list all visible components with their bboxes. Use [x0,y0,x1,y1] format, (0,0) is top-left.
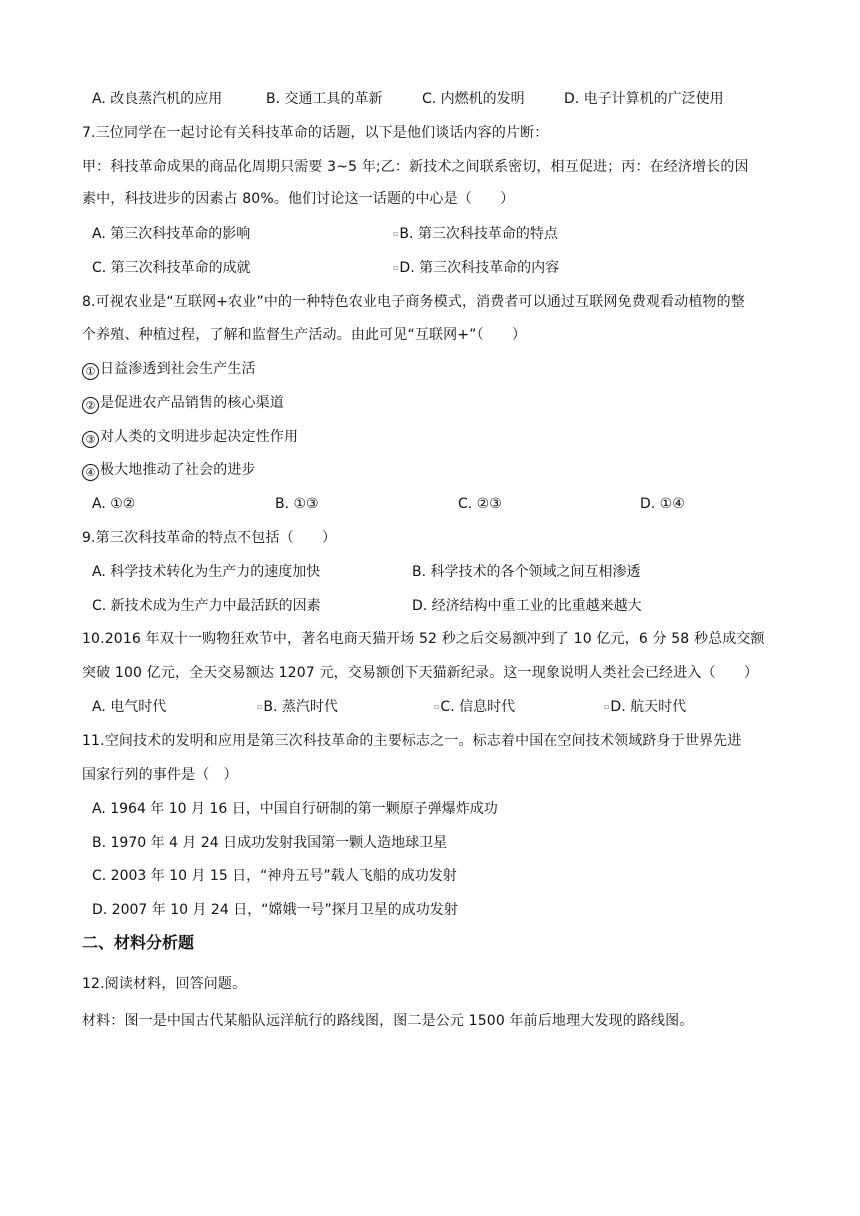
q8-option-b[interactable]: B. ①③ [275,496,319,512]
q7-option-b[interactable] [393,224,558,244]
q7-option-c[interactable]: C. 第三次科技革命的成就 [92,260,251,276]
q11-option-a[interactable]: A. 1964 年 10 月 16 日，中国自行研制的第一颗原子弹爆炸成功 [92,801,498,817]
statement-text: 对人类的文明进步起决定性作用 [100,429,299,445]
q6-option-a[interactable]: A. 改良蒸汽机的应用 [92,91,223,107]
circled-number: ② [82,397,99,414]
q8-stem-line-2: 个养殖、种植过程，了解和监督生产活动。由此可见“互联网+”（ ） [82,327,527,343]
option-marker-icon: ▫ [393,229,399,238]
q11-option-b[interactable]: B. 1970 年 4 月 24 日成功发射我国第一颗人造地球卫星 [92,835,448,851]
q8-statement-3 [82,427,782,448]
q10-stem-line-2: 突破 100 亿元，全天交易额达 1207 元，交易额创下天猫新纪录。这一现象说明人类社会已经进入（ ） [82,665,759,681]
statement-text: 日益渗透到社会生产生活 [100,361,256,377]
q11-stem-line-1: 11.空间技术的发明和应用是第三次科技革命的主要标志之一。标志着中国在空间技术领域跻身于世界先进 [82,733,742,749]
option-marker-icon: ▫ [393,263,399,272]
q10-option-c-text: C. 信息时代 [440,699,516,715]
q10-option-d[interactable] [604,697,686,717]
option-marker-icon: ▫ [604,702,610,711]
q7-option-b-text: B. 第三次科技革命的特点 [399,226,558,242]
q7-option-d[interactable] [393,258,559,278]
q9-stem: 9.第三次科技革命的特点不包括（ ） [82,530,337,546]
q12-stem: 12.阅读材料，回答问题。 [82,976,247,992]
q8-statement-2 [82,393,782,414]
q10-stem-line-1: 10.2016 年双十一购物狂欢节中，著名电商天猫开场 52 秒之后交易额冲到了 10 亿元，6 分 58 秒总成交额 [82,631,765,647]
statement-text: 是促进农产品销售的核心渠道 [100,395,284,411]
q8-stem-line-1: 8.可视农业是“互联网+农业”中的一种特色农业电子商务模式，消费者可以通过互联网免费观看动植物的整 [82,294,745,310]
q8-statement-4 [82,460,782,481]
q6-option-c[interactable]: C. 内燃机的发明 [422,91,525,107]
q10-option-a[interactable]: A. 电气时代 [92,699,167,715]
q8-statement-1 [82,359,782,380]
q9-option-a[interactable]: A. 科学技术转化为生产力的速度加快 [92,564,321,580]
option-marker-icon: ▫ [257,702,263,711]
q11-option-c[interactable]: C. 2003 年 10 月 15 日，“神舟五号”载人飞船的成功发射 [92,868,457,884]
q7-option-d-text: D. 第三次科技革命的内容 [399,260,560,276]
q7-stem: 7.三位同学在一起讨论有关科技革命的话题，以下是他们谈话内容的片断： [82,125,549,141]
q10-option-c[interactable] [434,697,515,717]
q10-option-b-text: B. 蒸汽时代 [263,699,338,715]
q10-option-b[interactable] [257,697,338,717]
q6-option-b[interactable]: B. 交通工具的革新 [266,91,383,107]
q10-option-d-text: D. 航天时代 [610,699,687,715]
q8-option-a[interactable]: A. ①② [92,496,136,512]
q9-option-c[interactable]: C. 新技术成为生产力中最活跃的因素 [92,598,321,614]
q12-material: 材料：图一是中国古代某船队远洋航行的路线图，图二是公元 1500 年前后地理大发现的路线图。 [82,1013,694,1029]
section-title: 二、材料分析题 [82,933,195,952]
q6-option-d[interactable]: D. 电子计算机的广泛使用 [564,91,724,107]
q9-option-b[interactable]: B. 科学技术的各个领域之间互相渗透 [412,564,641,580]
q8-option-c[interactable]: C. ②③ [458,496,502,512]
q8-option-d[interactable]: D. ①④ [640,496,685,512]
q7-body-line-1: 甲：科技革命成果的商品化周期只需要 3~5 年;乙：新技术之间联系密切，相互促进；丙：在经济增长的因 [82,159,749,175]
q7-body-line-2: 素中，科技进步的因素占 80%。他们讨论这一话题的中心是（ ） [82,191,515,207]
statement-text: 极大地推动了社会的进步 [100,462,256,478]
option-marker-icon: ▫ [434,702,440,711]
q11-option-d[interactable]: D. 2007 年 10 月 24 日，“嫦娥一号”探月卫星的成功发射 [92,902,458,918]
circled-number: ③ [82,431,99,448]
q7-option-a[interactable]: A. 第三次科技革命的影响 [92,226,251,242]
q9-option-d[interactable]: D. 经济结构中重工业的比重越来越大 [412,598,642,614]
q11-stem-line-2: 国家行列的事件是（ ） [82,767,238,783]
circled-number: ① [82,363,99,380]
circled-number: ④ [82,464,99,481]
